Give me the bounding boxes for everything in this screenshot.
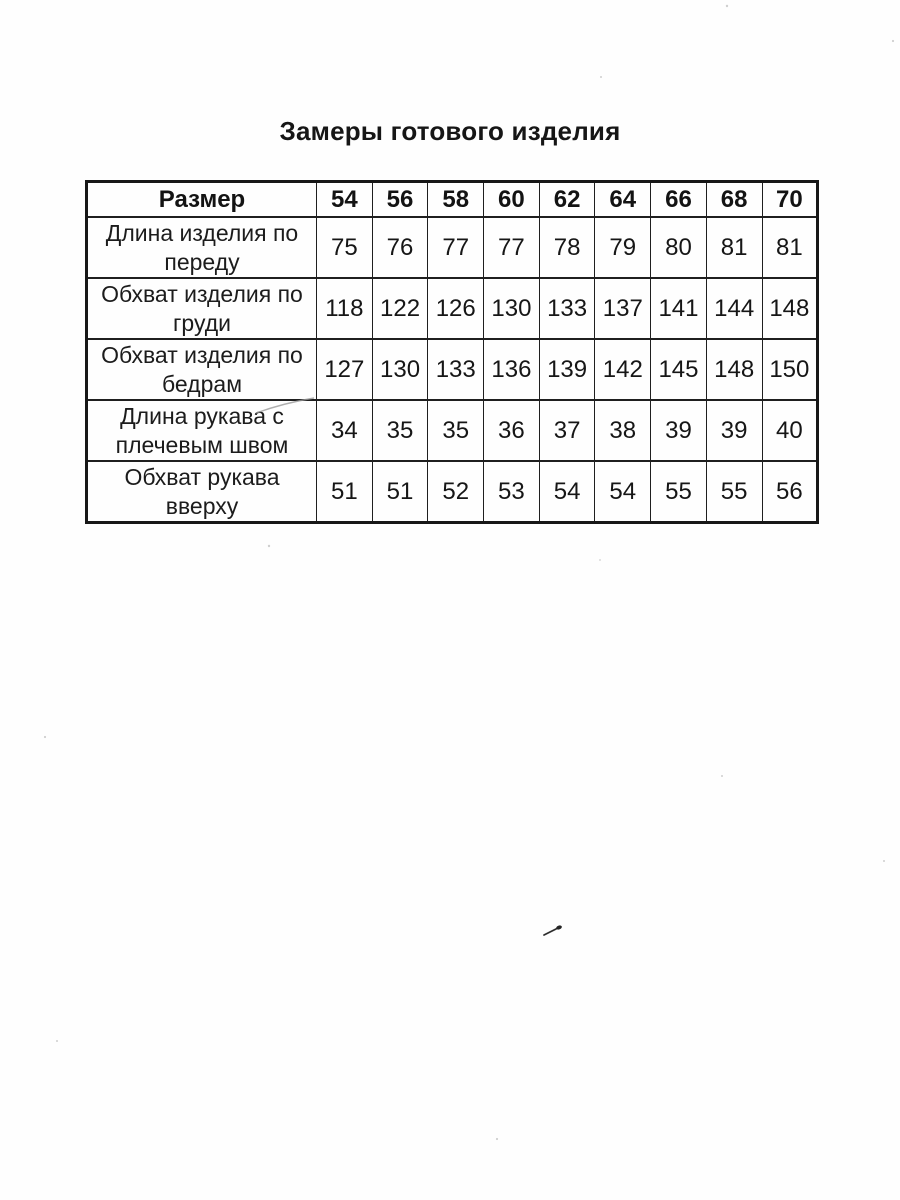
value-cell: 144 xyxy=(706,278,762,339)
value-cell: 52 xyxy=(428,461,484,523)
value-cell: 78 xyxy=(539,217,595,278)
header-cell-size-64: 64 xyxy=(595,182,651,218)
scan-specks xyxy=(44,5,894,1140)
value-cell: 56 xyxy=(762,461,818,523)
value-cell: 51 xyxy=(317,461,373,523)
table-row-2 xyxy=(87,339,818,400)
row-label xyxy=(87,461,317,523)
value-cell: 55 xyxy=(706,461,762,523)
value-cell: 81 xyxy=(706,217,762,278)
value-cell: 51 xyxy=(372,461,428,523)
size-table-body xyxy=(87,217,818,523)
row-label-line: Длина изделия по xyxy=(105,219,299,246)
value-cell: 80 xyxy=(651,217,707,278)
row-label-line: Обхват рукава xyxy=(124,463,280,490)
value-cell: 39 xyxy=(706,400,762,461)
row-label-line: Обхват изделия по xyxy=(101,280,303,307)
value-cell: 40 xyxy=(762,400,818,461)
row-label xyxy=(87,339,317,400)
value-cell: 36 xyxy=(484,400,540,461)
value-cell: 122 xyxy=(372,278,428,339)
row-label xyxy=(87,278,317,339)
value-cell: 130 xyxy=(372,339,428,400)
value-cell: 77 xyxy=(428,217,484,278)
value-cell: 126 xyxy=(428,278,484,339)
value-cell: 148 xyxy=(706,339,762,400)
header-cell-size-66: 66 xyxy=(651,182,707,218)
value-cell: 148 xyxy=(762,278,818,339)
header-cell-size-56: 56 xyxy=(372,182,428,218)
value-cell: 76 xyxy=(372,217,428,278)
header-cell-size-68: 68 xyxy=(706,182,762,218)
value-cell: 145 xyxy=(651,339,707,400)
value-cell: 79 xyxy=(595,217,651,278)
value-cell: 39 xyxy=(651,400,707,461)
row-label-line: Обхват изделия по xyxy=(101,341,303,368)
value-cell: 75 xyxy=(317,217,373,278)
row-label xyxy=(87,217,317,278)
value-cell: 53 xyxy=(484,461,540,523)
value-cell: 54 xyxy=(595,461,651,523)
header-cell-size-70: 70 xyxy=(762,182,818,218)
header-cell-size-58: 58 xyxy=(428,182,484,218)
value-cell: 133 xyxy=(539,278,595,339)
table-row-3 xyxy=(87,400,818,461)
value-cell: 150 xyxy=(762,339,818,400)
pen-dash-mark xyxy=(544,929,556,935)
row-label-line: плечевым швом xyxy=(115,431,289,458)
value-cell: 133 xyxy=(428,339,484,400)
table-row-1 xyxy=(87,278,818,339)
row-label-line: бедрам xyxy=(161,370,243,397)
value-cell: 34 xyxy=(317,400,373,461)
row-label-line: Длина рукава с xyxy=(120,402,284,429)
value-cell: 81 xyxy=(762,217,818,278)
value-cell: 118 xyxy=(317,278,373,339)
value-cell: 35 xyxy=(428,400,484,461)
row-label xyxy=(87,400,317,461)
value-cell: 37 xyxy=(539,400,595,461)
value-cell: 35 xyxy=(372,400,428,461)
value-cell: 77 xyxy=(484,217,540,278)
document-title: Замеры готового изделия xyxy=(279,116,621,146)
value-cell: 137 xyxy=(595,278,651,339)
table-row-0 xyxy=(87,217,818,278)
header-cell-size-60: 60 xyxy=(484,182,540,218)
value-cell: 139 xyxy=(539,339,595,400)
row-label-line: переду xyxy=(164,248,240,275)
table-header-row xyxy=(87,182,818,218)
value-cell: 142 xyxy=(595,339,651,400)
value-cell: 130 xyxy=(484,278,540,339)
row-label-line: вверху xyxy=(165,492,239,519)
header-cell-size-label: Размер xyxy=(87,182,317,218)
value-cell: 127 xyxy=(317,339,373,400)
row-label-line: груди xyxy=(173,309,231,336)
size-table xyxy=(85,180,819,524)
value-cell: 55 xyxy=(651,461,707,523)
value-cell: 38 xyxy=(595,400,651,461)
header-cell-size-54: 54 xyxy=(317,182,373,218)
header-cell-size-62: 62 xyxy=(539,182,595,218)
value-cell: 141 xyxy=(651,278,707,339)
pen-dot-mark xyxy=(556,925,563,931)
table-row-4 xyxy=(87,461,818,523)
value-cell: 54 xyxy=(539,461,595,523)
value-cell: 136 xyxy=(484,339,540,400)
